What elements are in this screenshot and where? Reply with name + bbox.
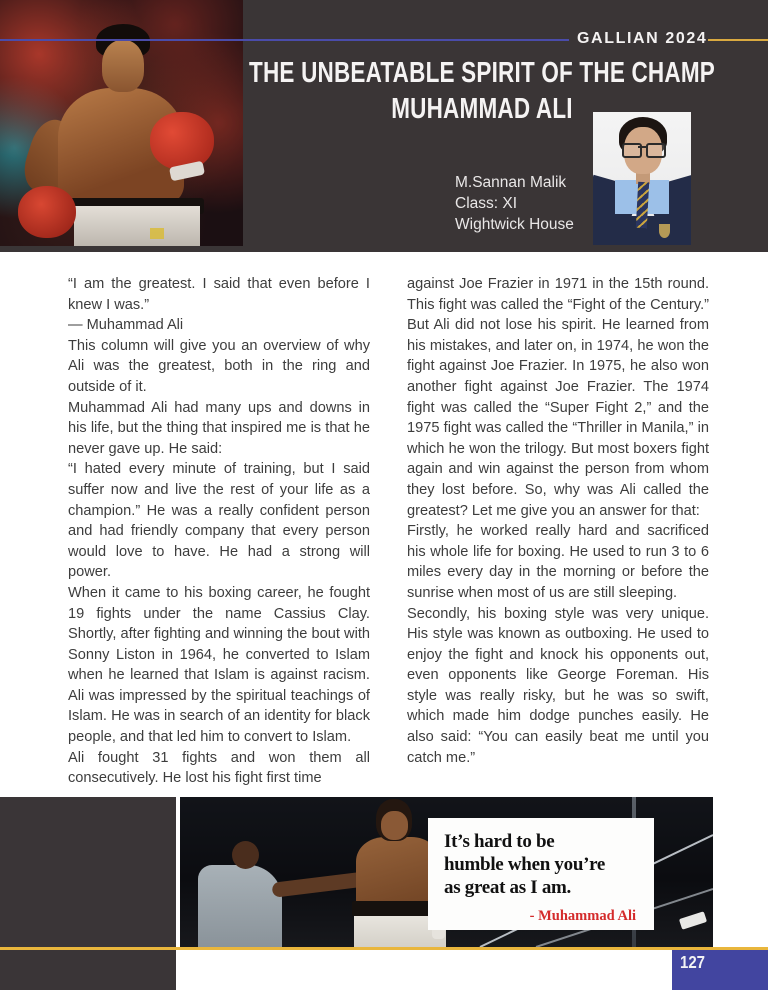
quote-attribution: - Muhammad Ali (529, 908, 636, 924)
author-class: Class: XI (455, 195, 518, 212)
page-number-box (672, 950, 768, 990)
paragraph: Muhammad Ali had many ups and downs in his life, but the thing that inspired me is that he never gave up. He said: (68, 399, 370, 457)
boxing-photo (180, 797, 713, 947)
quote-card (428, 818, 654, 930)
author-block (455, 172, 574, 235)
header-band (0, 0, 768, 252)
paragraph: This column will give you an overview of why Ali was the greatest, both in the ring and outside of it. (68, 337, 370, 395)
article-column-left (68, 274, 370, 789)
portrait-crest (659, 224, 670, 238)
author-name: M.Sannan Malik (455, 174, 567, 191)
paragraph: When it came to his boxing career, he fought 19 fights under the name Cassius Clay. Shortly, after fighting and winning the bout with Sonny Liston in 1964, he converted to Islam when he learned that Islam is against racism. Ali was impressed by the spiritual teachings of Islam. He was in search of an identity for black people, and that led him to convert to Islam. (68, 584, 370, 746)
referee-figure (198, 865, 282, 947)
paragraph: “I am the greatest. I said that even before I knew I was.” (68, 276, 370, 313)
artwork-signature-mark (150, 228, 164, 239)
header-rule-right (708, 39, 768, 41)
quote-line2: humble when you’re (444, 854, 606, 875)
page-number: 127 (680, 953, 706, 973)
paragraph: against Joe Frazier in 1971 in the 15th round. This fight was called the “Fight of the Century.” But Ali did not lose his spirit. He learned from his mistakes, and later on, in 1974, he won the fight against Joe Frazier. In 1975, he also won another fight against Joe Frazier. The 1974 fight was called the “Super Fight 2,” and the 1975 fight was called the “Thriller in Manila,” in which he won the trilogy. But most boxers fight again and win against the person from whom they lost before. So, why was Ali called the greatest? Let me give you an answer for that: (407, 276, 709, 519)
referee-head (232, 841, 259, 869)
paragraph: Ali fought 31 fights and won them all consecutively. He lost his fight first time (68, 749, 370, 787)
article-title-line1: THE UNBEATABLE SPIRIT OF THE CHAMP (249, 56, 715, 89)
student-photo (593, 112, 691, 245)
quote-line3: as great as I am. (444, 877, 572, 898)
magazine-title: GALLIAN 2024 (577, 30, 708, 47)
article-column-right (407, 274, 709, 768)
artwork-trunks (74, 206, 200, 246)
portrait-glasses-bridge (638, 146, 647, 148)
header-rule-left (0, 39, 569, 41)
artwork-face (102, 40, 144, 92)
paragraph: Firstly, he worked really hard and sacrificed his whole life for boxing. He used to run 3 to 6 miles every day in the morning or before the sunrise when most of us are still sleeping. (407, 523, 709, 601)
quote-line1: It’s hard to be (444, 831, 555, 852)
artwork-left-glove (18, 186, 76, 238)
bottom-left-block (0, 797, 176, 990)
article-title-line2: MUHAMMAD ALI (391, 92, 573, 125)
artwork-right-glove (150, 112, 214, 170)
bottom-gold-rule (0, 947, 768, 950)
author-house: Wightwick House (455, 216, 574, 233)
paragraph: Secondly, his boxing style was very unique. His style was known as outboxing. He used to enjoy the fight and knock his opponents out, even opponents like George Foreman. His style was really risky, but he was so swift, which made him dodge punches easily. He also said: “You can easily beat me until you catch me.” (407, 605, 709, 766)
portrait-glasses-right (646, 143, 666, 158)
paragraph: — Muhammad Ali (68, 317, 184, 334)
ali-artwork-image (0, 0, 243, 246)
paragraph: “I hated every minute of training, but I said suffer now and live the rest of your life as a champion.” He was a really confident person and had friendly company that every person would love to have. He had a strong will power. (68, 461, 370, 581)
ali-figure-face (381, 811, 408, 840)
